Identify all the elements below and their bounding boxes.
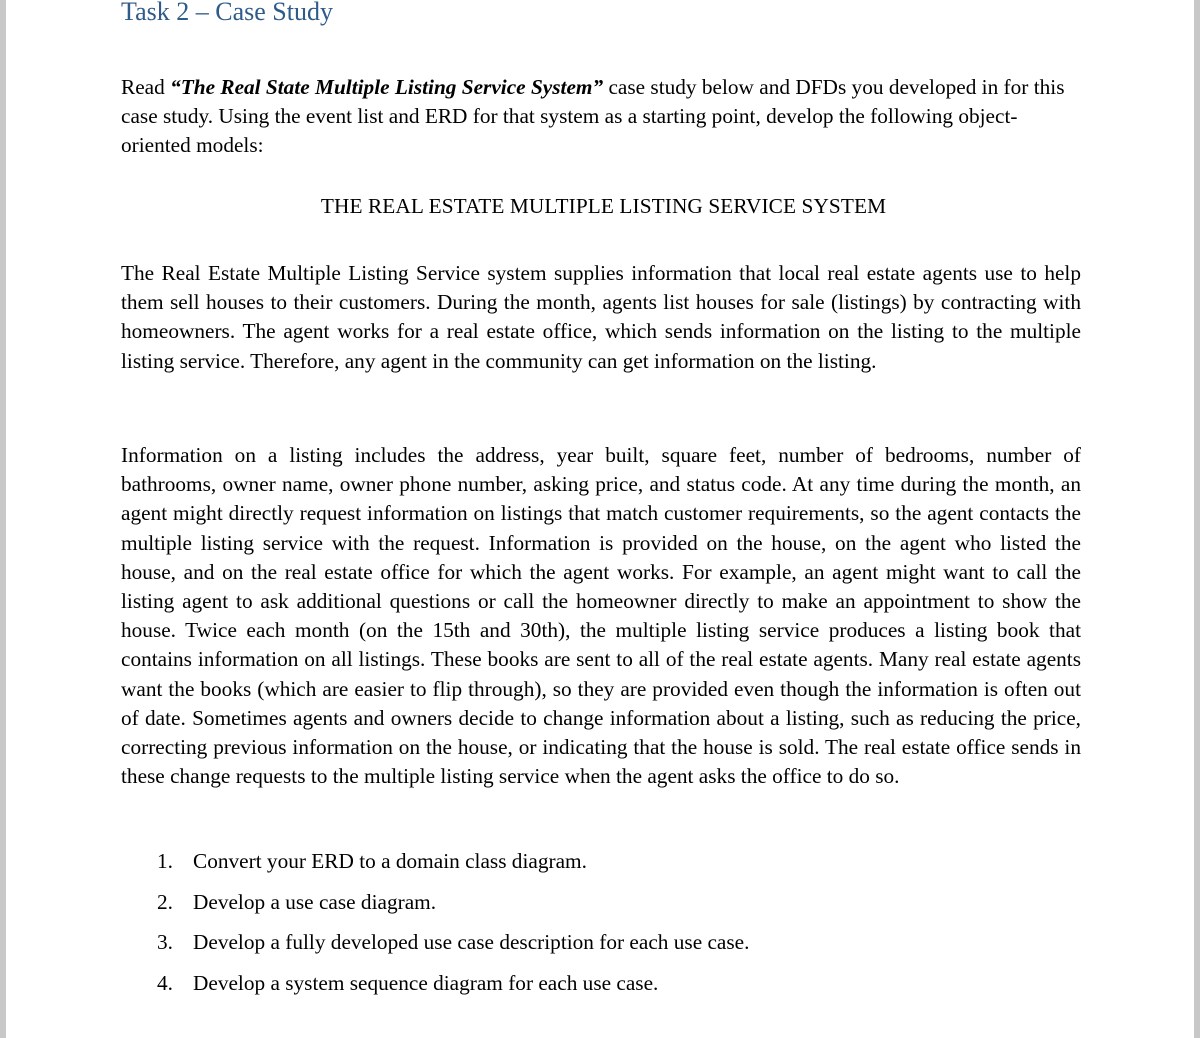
task-list (121, 846, 1021, 1008)
task-item (121, 887, 1021, 928)
document-page (6, 0, 1194, 1038)
case-study-title: “The Real State Multiple Listing Service System” (170, 75, 604, 99)
page-title: Task 2 – Case Study (121, 0, 333, 26)
task-item (121, 927, 1021, 968)
task-text: Develop a system sequence diagram for each use case. (193, 970, 659, 995)
task-text: Develop a use case diagram. (193, 889, 437, 914)
case-paragraph-1: The Real Estate Multiple Listing Service system supplies information that local real estate agents use to help them sell houses to their customers. During the month, agents list houses for sale (listings) by contracting with homeowners. The agent works for a real estate office, which sends information on the listing to the multiple listing service. Therefore, any agent in the community can get information on the listing. (121, 261, 1081, 373)
case-paragraph-2: Information on a listing includes the address, year built, square feet, number of bedrooms, number of bathrooms, owner name, owner phone number, asking price, and status code. At any time during the month, an agent might directly request information on listings that match customer requirements, so the agent contacts the multiple listing service with the request. Information is provided on the house, on the agent who listed the house, and on the real estate office for which the agent works. For example, an agent might want to call the listing agent to ask additional questions or call the homeowner directly to make an appointment to show the house. Twice each month (on the 15th and 30th), the multiple listing service produces a listing book that contains information on all listings. These books are sent to all of the real estate agents. Many real estate agents want the books (which are easier to flip through), so they are provided even though the information is often out of date. Sometimes agents and owners decide to change information about a listing, such as reducing the price, correcting previous information on the house, or indicating that the house is sold. The real estate office sends in these change requests to the multiple listing service when the agent asks the office to do so. (121, 443, 1081, 789)
intro-after: case study below and DFDs you developed in for this case study. Using the event list and ERD for that system as a starting point, develop the following object-oriented models: (121, 75, 1065, 158)
intro-before: Read (121, 75, 171, 99)
task-item (121, 846, 1021, 887)
task-number: 2. (157, 889, 173, 914)
task-text: Develop a fully developed use case description for each use case. (193, 930, 750, 954)
task-item (121, 968, 1021, 1009)
case-heading: THE REAL ESTATE MULTIPLE LISTING SERVICE SYSTEM (320, 194, 887, 218)
task-number: 3. (157, 930, 173, 954)
task-number: 4. (157, 970, 173, 995)
task-number: 1. (157, 849, 173, 873)
task-text: Convert your ERD to a domain class diagram. (193, 849, 587, 873)
intro-paragraph (121, 73, 1081, 161)
